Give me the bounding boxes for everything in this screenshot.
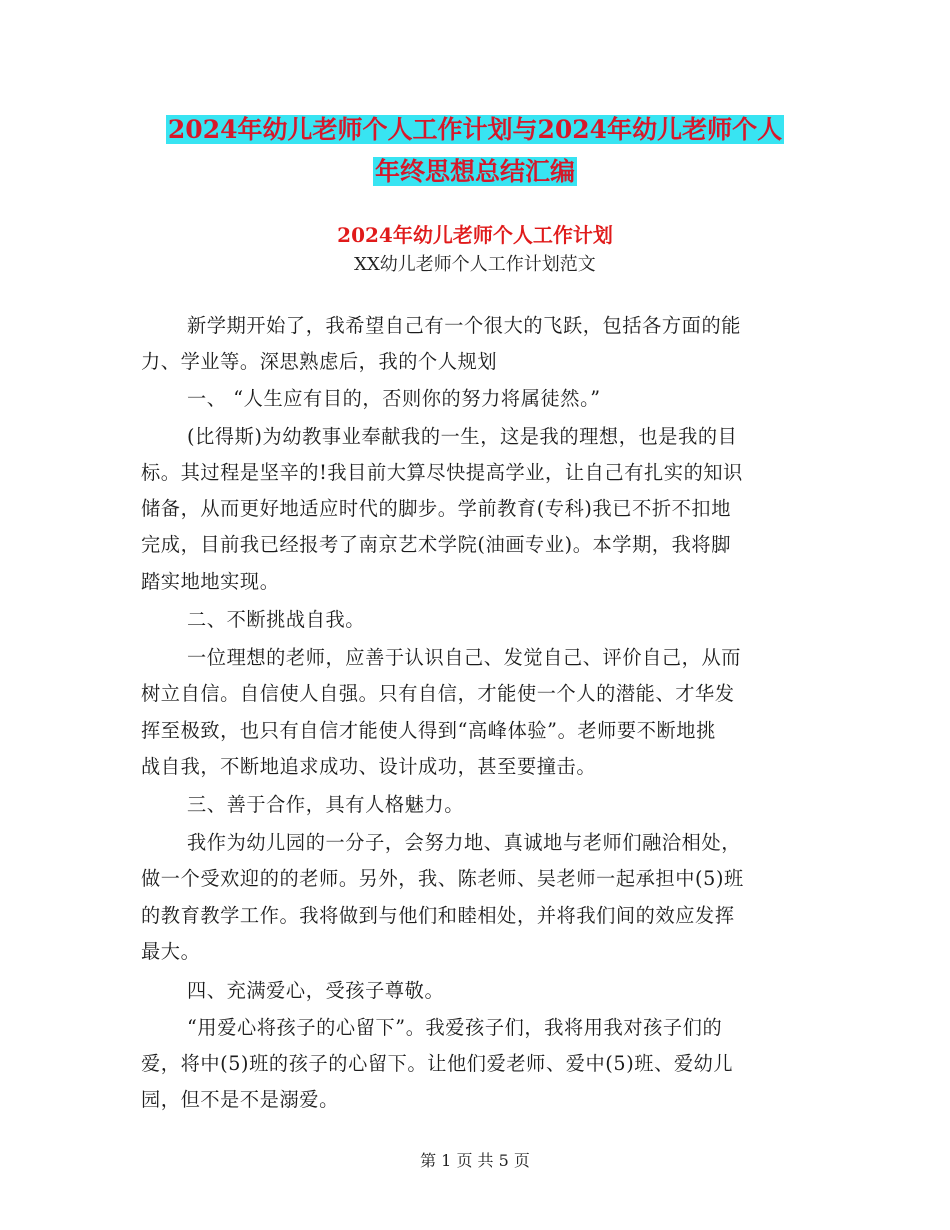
body-line: 新学期开始了，我希望自己有一个很大的飞跃，包括各方面的能 (187, 314, 742, 337)
body-line: 一位理想的老师，应善于认识自己、发觉自己、评价自己，从而 (187, 646, 742, 669)
body-line: 二、不断挑战自我。 (187, 608, 366, 631)
body-line: 踏实地地实现。 (141, 570, 280, 593)
body-line: 一、 “人生应有目的，否则你的努力将属徒然。” (187, 387, 601, 410)
page-footer: 第 1 页 共 5 页 (420, 1151, 530, 1170)
document-title-line-2 (0, 155, 950, 189)
body-line: 的教育教学工作。我将做到与他们和睦相处，并将我们间的效应发挥 (141, 904, 735, 927)
title-highlight: 年终思想总结汇编 (374, 157, 575, 186)
document-title-line-1 (0, 113, 950, 147)
body-line: 储备，从而更好地适应时代的脚步。学前教育(专科)我已不折不扣地 (141, 497, 732, 520)
body-line: (比得斯)为幼教事业奉献我的一生，这是我的理想，也是我的目 (187, 425, 738, 448)
section-title: 2024年幼儿老师个人工作计划 (337, 223, 613, 247)
body-line: 树立自信。自信使人自强。只有自信，才能使一个人的潜能、才华发 (141, 682, 735, 705)
body-line: 园，但不是不是溺爱。 (141, 1088, 339, 1111)
body-line: 三、善于合作，具有人格魅力。 (187, 793, 465, 816)
body-line: 标。其过程是坚辛的!我目前大算尽快提高学业，让自己有扎实的知识 (141, 461, 743, 484)
subtitle: XX幼儿老师个人工作计划范文 (354, 254, 596, 275)
body-line: 最大。 (141, 940, 201, 963)
body-line: “用爱心将孩子的心留下”。我爱孩子们，我将用我对孩子们的 (187, 1016, 723, 1039)
body-line: 做一个受欢迎的的老师。另外，我、陈老师、吴老师一起承担中(5)班 (141, 867, 744, 890)
title-highlight: 2024年幼儿老师个人工作计划与2024年幼儿老师个人 (167, 115, 783, 144)
body-line: 力、学业等。深思熟虑后，我的个人规划 (141, 350, 498, 373)
body-line: 四、充满爱心，受孩子尊敬。 (187, 979, 445, 1002)
body-line: 完成，目前我已经报考了南京艺术学院(油画专业)。本学期，我将脚 (141, 533, 732, 556)
body-line: 挥至极致，也只有自信才能使人得到“高峰体验”。老师要不断地挑 (141, 719, 716, 742)
body-line: 战自我，不断地追求成功、设计成功，甚至要撞击。 (141, 755, 597, 778)
body-line: 我作为幼儿园的一分子，会努力地、真诚地与老师们融洽相处， (187, 831, 742, 854)
body-line: 爱，将中(5)班的孩子的心留下。让他们爱老师、爱中(5)班、爱幼儿 (141, 1052, 734, 1075)
